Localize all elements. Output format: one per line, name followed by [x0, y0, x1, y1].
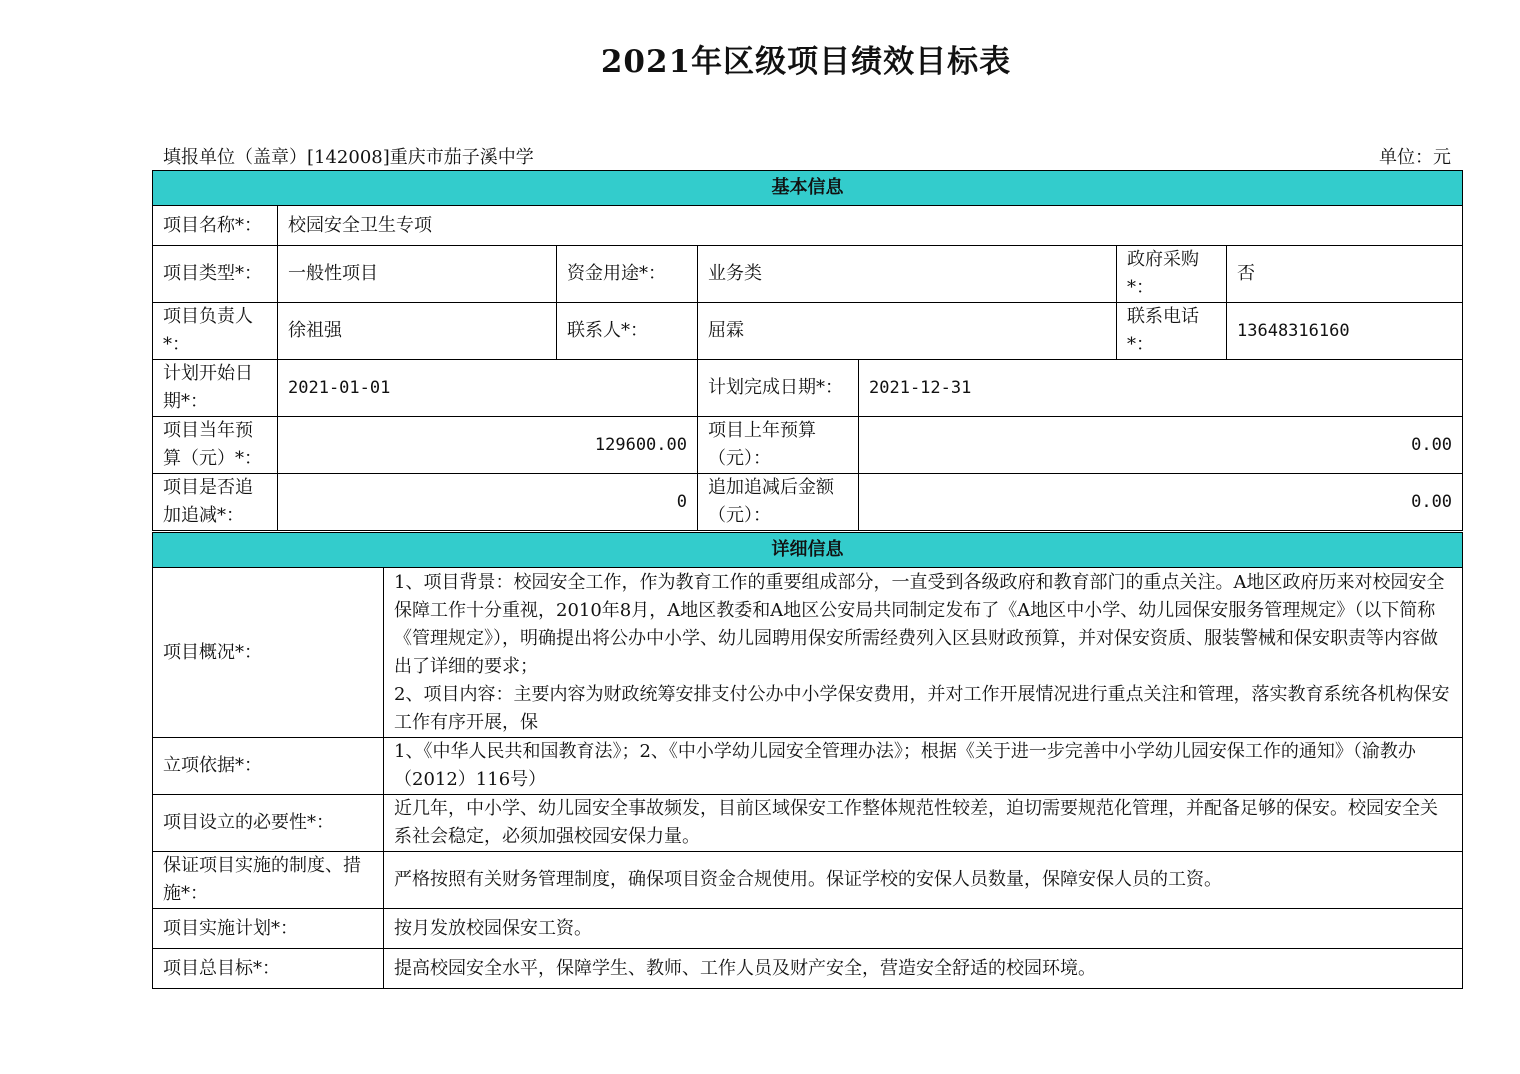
budget-value: 129600.00	[278, 417, 698, 474]
owner-label: 项目负责人*：	[153, 303, 278, 360]
start-date-label: 计划开始日期*：	[153, 360, 278, 417]
page-title: 2021年区级项目绩效目标表	[600, 44, 1012, 80]
adjust-value: 0	[278, 474, 698, 531]
end-date-label: 计划完成日期*：	[698, 360, 859, 417]
project-type-label: 项目类型*：	[153, 246, 278, 303]
contact-value: 屈霖	[698, 303, 1117, 360]
detail-info-header: 详细信息	[153, 533, 1463, 568]
adjusted-amount-label: 追加追减后金额（元）：	[698, 474, 859, 531]
end-date-value: 2021-12-31	[859, 360, 1463, 417]
reporting-unit: 填报单位（盖章）[142008]重庆市茄子溪中学	[163, 147, 534, 168]
last-budget-label: 项目上年预算（元）：	[698, 417, 859, 474]
project-name-value: 校园安全卫生专项	[278, 206, 1463, 246]
project-type-value: 一般性项目	[278, 246, 557, 303]
fund-use-value: 业务类	[698, 246, 1117, 303]
basis-label: 立项依据*：	[153, 738, 384, 795]
adjust-label: 项目是否追加追减*：	[153, 474, 278, 531]
project-name-label: 项目名称*：	[153, 206, 278, 246]
last-budget-value: 0.00	[859, 417, 1463, 474]
fund-use-label: 资金用途*：	[557, 246, 698, 303]
gov-purchase-label: 政府采购*：	[1117, 246, 1227, 303]
basic-info-table	[152, 170, 1463, 531]
contact-label: 联系人*：	[557, 303, 698, 360]
measures-label: 保证项目实施的制度、措施*：	[153, 852, 384, 909]
plan-value: 按月发放校园保安工资。	[384, 909, 1463, 949]
gov-purchase-value: 否	[1227, 246, 1463, 303]
basis-value: 1、《中华人民共和国教育法》；2、《中小学幼儿园安全管理办法》；根据《关于进一步完善中小学幼儿园安保工作的通知》（渝教办（2012）116号）	[384, 738, 1463, 795]
goal-value: 提高校园安全水平，保障学生、教师、工作人员及财产安全，营造安全舒适的校园环境。	[384, 949, 1463, 989]
detail-info-table	[152, 532, 1463, 989]
phone-value: 13648316160	[1227, 303, 1463, 360]
owner-value: 徐祖强	[278, 303, 557, 360]
plan-label: 项目实施计划*：	[153, 909, 384, 949]
necessity-label: 项目设立的必要性*：	[153, 795, 384, 852]
phone-label: 联系电话*：	[1117, 303, 1227, 360]
necessity-value: 近几年，中小学、幼儿园安全事故频发，目前区域保安工作整体规范性较差，迫切需要规范化管理，并配备足够的保安。校园安全关系社会稳定，必须加强校园安保力量。	[384, 795, 1463, 852]
budget-label: 项目当年预算（元）*：	[153, 417, 278, 474]
basic-info-header: 基本信息	[153, 171, 1463, 206]
currency-unit: 单位：元	[1379, 147, 1451, 168]
overview-label: 项目概况*：	[153, 568, 384, 738]
overview-value	[384, 568, 1463, 738]
start-date-value: 2021-01-01	[278, 360, 698, 417]
goal-label: 项目总目标*：	[153, 949, 384, 989]
adjusted-amount-value: 0.00	[859, 474, 1463, 531]
measures-value: 严格按照有关财务管理制度，确保项目资金合规使用。保证学校的安保人员数量，保障安保人员的工资。	[384, 852, 1463, 909]
overview-content: 2、项目内容：主要内容为财政统筹安排支付公办中小学保安费用，并对工作开展情况进行重点关注和管理，落实教育系统各机构保安工作有序开展，保	[394, 683, 1450, 733]
overview-background: 1、项目背景：校园安全工作，作为教育工作的重要组成部分，一直受到各级政府和教育部门的重点关注。A地区政府历来对校园安全保障工作十分重视，2010年8月，A地区教委和A地区公安局共同制定发布了《A地区中小学、幼儿园保安服务管理规定》（以下简称《管理规定》），明确提出将公办中小学、幼儿园聘用保安所需经费列入区县财政预算，并对保安资质、服装警械和保安职责等内容做出了详细的要求；	[394, 571, 1445, 677]
